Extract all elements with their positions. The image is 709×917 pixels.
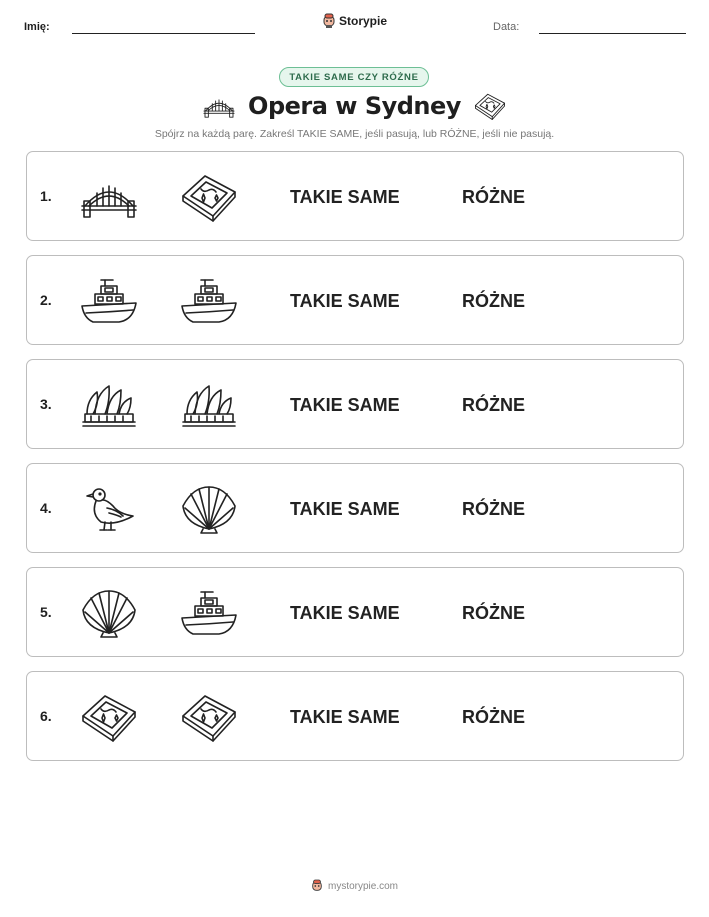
row-number: 5. — [40, 604, 52, 620]
header-bar — [0, 14, 709, 38]
option-same[interactable]: TAKIE SAME — [290, 499, 400, 519]
row-number: 6. — [40, 708, 52, 724]
exercise-row — [26, 151, 684, 241]
row-number: 3. — [40, 396, 52, 412]
opera-house-icon — [79, 380, 139, 430]
option-different[interactable]: RÓŻNE — [462, 395, 525, 415]
title-opal-gem-icon — [473, 92, 507, 120]
topic-badge: TAKIE SAME CZY RÓŻNE — [279, 67, 429, 87]
title-row — [0, 92, 709, 120]
footer-url: mystorypie.com — [327, 880, 398, 892]
exercise-row — [26, 567, 684, 657]
option-different[interactable]: RÓŻNE — [462, 603, 525, 623]
exercise-row — [26, 359, 684, 449]
option-different[interactable]: RÓŻNE — [462, 499, 525, 519]
opal-gem-icon — [79, 692, 139, 742]
mascot-icon — [322, 13, 336, 29]
name-label: Imię: — [24, 21, 50, 33]
exercise-row — [26, 671, 684, 761]
footer — [0, 879, 709, 893]
opal-gem-icon — [179, 172, 239, 222]
title-bridge-icon — [202, 92, 236, 120]
ferry-boat-icon — [79, 276, 139, 326]
row-number: 1. — [40, 188, 52, 204]
seashell-icon — [179, 484, 239, 534]
name-line[interactable] — [72, 33, 255, 34]
opera-house-icon — [179, 380, 239, 430]
row-number: 4. — [40, 500, 52, 516]
option-different[interactable]: RÓŻNE — [462, 187, 525, 207]
ferry-boat-icon — [179, 276, 239, 326]
row-number: 2. — [40, 292, 52, 308]
opal-gem-icon — [179, 692, 239, 742]
option-same[interactable]: TAKIE SAME — [290, 291, 400, 311]
exercise-list — [26, 151, 684, 775]
mascot-icon — [311, 879, 323, 893]
option-different[interactable]: RÓŻNE — [462, 291, 525, 311]
date-label: Data: — [493, 21, 520, 33]
seashell-icon — [79, 588, 139, 638]
ferry-boat-icon — [179, 588, 239, 638]
brand-name: Storypie — [339, 14, 388, 28]
seagull-icon — [79, 484, 139, 534]
option-different[interactable]: RÓŻNE — [462, 707, 525, 727]
option-same[interactable]: TAKIE SAME — [290, 603, 400, 623]
option-same[interactable]: TAKIE SAME — [290, 395, 400, 415]
exercise-row — [26, 255, 684, 345]
brand-logo — [322, 13, 387, 29]
bridge-icon — [79, 172, 139, 222]
page-title: Opera w Sydney — [248, 92, 461, 120]
date-line[interactable] — [539, 33, 686, 34]
option-same[interactable]: TAKIE SAME — [290, 187, 400, 207]
instructions: Spójrz na każdą parę. Zakreśl TAKIE SAME, jeśli pasują, lub RÓŻNE, jeśli nie pasują. — [154, 128, 555, 140]
exercise-row — [26, 463, 684, 553]
option-same[interactable]: TAKIE SAME — [290, 707, 400, 727]
